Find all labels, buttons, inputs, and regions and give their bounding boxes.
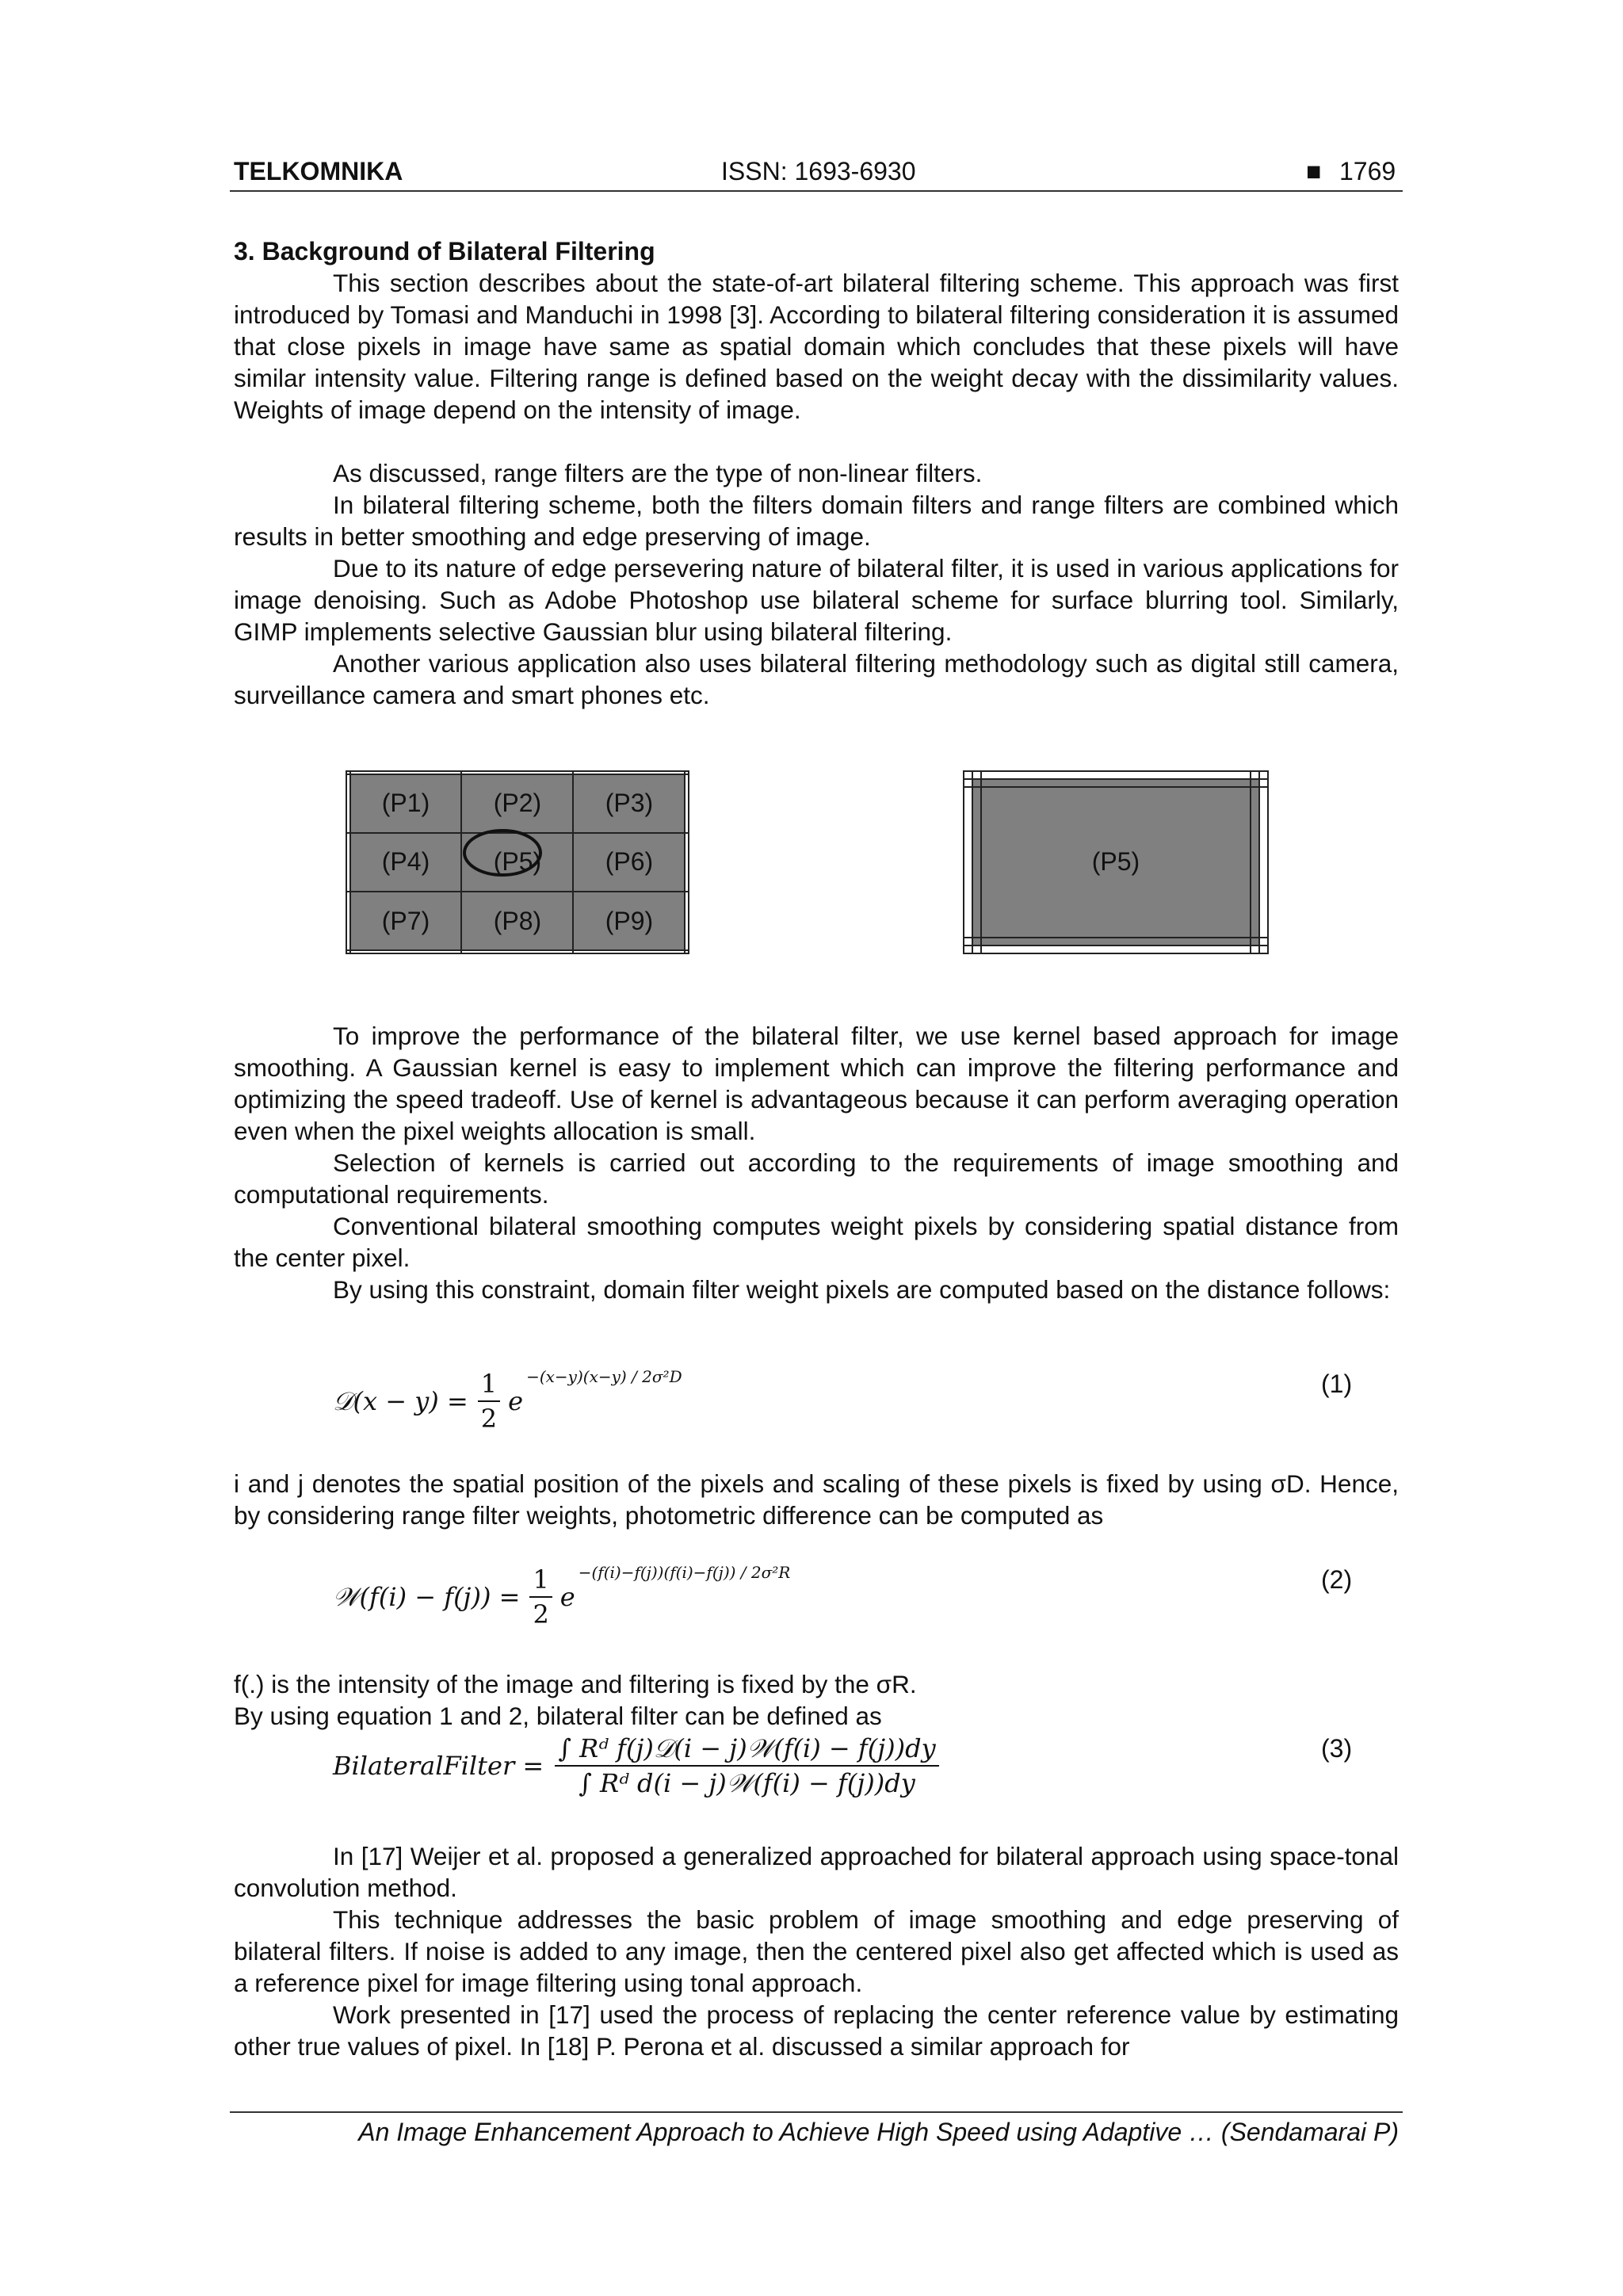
paragraph: In bilateral filtering scheme, both the filters domain filters and range filters are combined which results in better smoothing and edge preserving of image. [234, 491, 1399, 551]
cell-p5-result: (P5) [981, 787, 1251, 938]
right-pixel-grid [963, 770, 1269, 954]
issn: ISSN: 1693-6930 [721, 157, 916, 185]
journal-name: TELKOMNIKA [234, 157, 403, 185]
equation-3 [333, 1732, 939, 1800]
page-number: 1769 [1339, 157, 1396, 185]
paragraph: To improve the performance of the bilateral filter, we use kernel based approach for image smoothing. A Gaussian kernel is easy to implement which can improve the filtering performance and optimizing the speed tradeoff. Use of kernel is advantageous because it can perform averaging operation even when the pixel weights allocation is small. [234, 1022, 1399, 1145]
footer-rule [230, 2111, 1403, 2113]
eq1-num: 1 [478, 1367, 500, 1402]
eq1-den: 2 [480, 1404, 498, 1434]
page-marker-icon: ■ [1306, 157, 1322, 185]
cell-p3: (P3) [573, 774, 685, 833]
eq3-numerator: ∫ Rᵈ f(j)𝒟(i − j)𝒲(f(i) − f(j))dy [555, 1732, 938, 1767]
eq2-den: 2 [533, 1599, 549, 1629]
eq1-number: (1) [1321, 1370, 1353, 1398]
eq1-exponent: −(x−y)(x−y) / 2σ²D [526, 1367, 682, 1386]
eq2-exponent: −(f(i)−f(j))(f(i)−f(j)) / 2σ²R [578, 1563, 791, 1582]
eq1-lhs: 𝒟(x − y) = [333, 1385, 468, 1416]
cell-p5-label: (P5) [493, 847, 542, 877]
equation-1 [333, 1367, 682, 1435]
cell-p7: (P7) [350, 892, 462, 950]
running-footer: An Image Enhancement Approach to Achieve High Speed using Adaptive … (Sendamarai P) [358, 2118, 1399, 2146]
cell-p1: (P1) [350, 774, 462, 833]
paragraph: Due to its nature of edge persevering nature of bilateral filter, it is used in various applications for image denoising. Such as Adobe Photoshop use bilateral scheme for surface blurring tool. Similarly, GIMP implements selective Gaussian blur using bilateral filtering. [234, 554, 1399, 646]
paragraph: Selection of kernels is carried out according to the requirements of image smoothing and computational requirements. [234, 1148, 1399, 1209]
cell-p2: (P2) [461, 774, 573, 833]
header-rule [230, 190, 1403, 192]
paragraph: This technique addresses the basic problem of image smoothing and edge preserving of bilateral filters. If noise is added to any image, then the centered pixel also get affected which is used as a reference pixel for image filtering using tonal approach. [234, 1905, 1399, 1997]
paragraph: By using this constraint, domain filter weight pixels are computed based on the distance follows: [333, 1275, 1391, 1304]
eq3-lhs: BilateralFilter = [333, 1751, 544, 1781]
paragraph: Another various application also uses bilateral filtering methodology such as digital still camera, surveillance camera and smart phones etc. [234, 649, 1399, 709]
paragraph: Work presented in [17] used the process of replacing the center reference value by estimating other true values of pixel. In [18] P. Perona et al. discussed a similar approach for [234, 2000, 1399, 2061]
paragraph: Conventional bilateral smoothing computes weight pixels by considering spatial distance from the center pixel. [234, 1212, 1399, 1272]
equation-2 [333, 1563, 790, 1631]
paragraph: i and j denotes the spatial position of the pixels and scaling of these pixels is fixed by using σD. Hence, by considering range filter weights, photometric difference can be computed as [234, 1469, 1399, 1530]
paragraph: This section describes about the state-of-art bilateral filtering scheme. This approach was first introduced by Tomasi and Manduchi in 1998 [3]. According to bilateral filtering consideration it is assumed that close pixels in image have same as spatial domain which concludes that these pixels will have similar intensity value. Filtering range is defined based on the weight decay with the dissimilarity values. Weights of image depend on the intensity of image. [234, 269, 1399, 424]
cell-p9: (P9) [573, 892, 685, 950]
cell-p8: (P8) [461, 892, 573, 950]
paragraph: By using equation 1 and 2, bilateral filter can be defined as [234, 1702, 882, 1730]
eq3-denominator: ∫ Rᵈ d(i − j)𝒲(f(i) − f(j))dy [579, 1768, 915, 1798]
cell-p4: (P4) [350, 833, 462, 892]
left-pixel-grid [346, 770, 689, 954]
paragraph: f(.) is the intensity of the image and filtering is fixed by the σR. [234, 1670, 917, 1698]
cell-p5-circled [461, 833, 573, 892]
eq2-base: e [559, 1582, 575, 1612]
eq1-base: e [508, 1386, 524, 1416]
eq2-number: (2) [1321, 1565, 1353, 1594]
eq3-number: (3) [1321, 1734, 1353, 1763]
section-title: 3. Background of Bilateral Filtering [234, 237, 655, 266]
paragraph: As discussed, range filters are the type of non-linear filters. [333, 459, 983, 487]
eq2-lhs: 𝒲(f(i) − f(j)) = [333, 1581, 521, 1612]
paragraph: In [17] Weijer et al. proposed a generalized approached for bilateral approach using space-tonal convolution method. [234, 1842, 1399, 1902]
cell-p6: (P6) [573, 833, 685, 892]
highlight-circle-icon [459, 827, 546, 878]
eq2-num: 1 [529, 1563, 552, 1598]
